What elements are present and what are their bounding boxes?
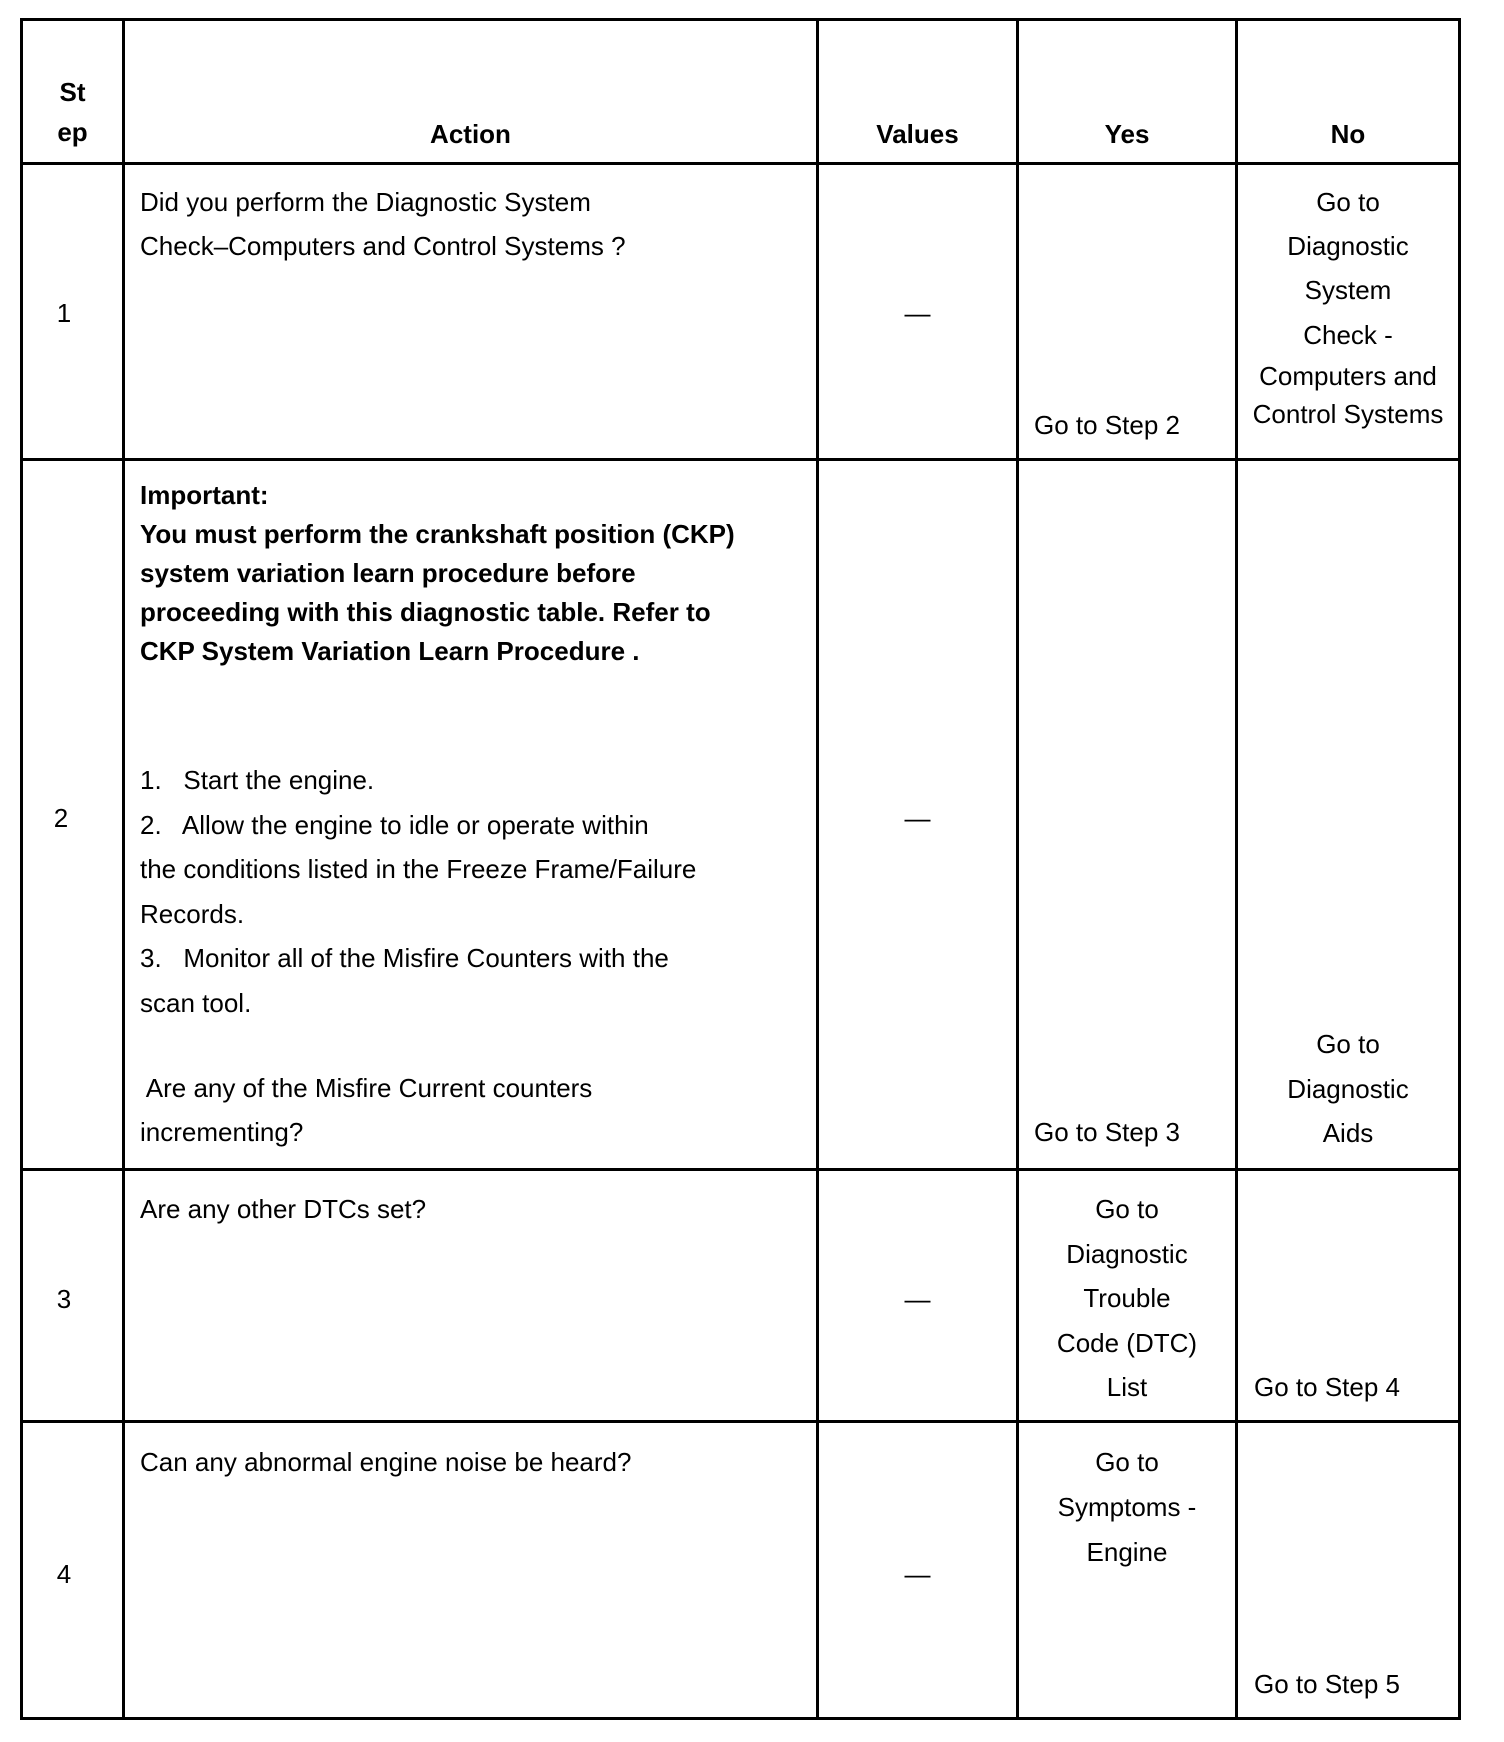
no-cell: Go to Step 4 — [1254, 1372, 1400, 1402]
important-line: CKP System Variation Learn Procedure . — [140, 636, 640, 666]
header-step-line: ep — [57, 117, 88, 147]
action-line: Did you perform the Diagnostic System — [140, 187, 591, 217]
yes-line: Engine — [1086, 1537, 1168, 1567]
header-values: Values — [876, 119, 959, 149]
no-line: Computers and — [1259, 361, 1437, 391]
no-line: Control Systems — [1252, 399, 1444, 429]
action-line: Are any other DTCs set? — [140, 1194, 427, 1224]
action-text — [140, 1440, 810, 1484]
action-line: Can any abnormal engine noise be heard? — [140, 1447, 632, 1477]
header-step-line: St — [59, 77, 86, 107]
step-number: 4 — [56, 1559, 72, 1589]
row-divider — [20, 1168, 1461, 1171]
important-line: Important: — [140, 480, 269, 510]
no-cell: Go to Step 5 — [1254, 1669, 1400, 1699]
column-divider — [122, 18, 125, 1720]
column-divider — [816, 18, 819, 1720]
yes-line: List — [1106, 1372, 1148, 1403]
table-border-left — [20, 18, 23, 1720]
table-border-bottom — [20, 1717, 1461, 1720]
action-line: 3. Monitor all of the Misfire Counters with the — [140, 943, 669, 974]
row-divider — [20, 162, 1461, 165]
important-line: You must perform the crankshaft position (CKP) — [140, 519, 735, 549]
yes-cell — [1019, 1187, 1235, 1410]
row-divider — [20, 458, 1461, 461]
value-cell: — — [904, 803, 931, 833]
value-cell: — — [904, 298, 931, 328]
yes-cell — [1019, 1440, 1235, 1575]
yes-cell: Go to Step 3 — [1034, 1117, 1180, 1147]
yes-line: Trouble — [1083, 1283, 1171, 1314]
header-no: No — [1330, 119, 1366, 149]
no-line: Check - — [1303, 320, 1393, 350]
step-number: 1 — [56, 298, 72, 328]
action-text — [140, 1187, 810, 1231]
header-yes: Yes — [1104, 119, 1150, 149]
action-line: Records. — [140, 898, 245, 929]
no-line: System — [1304, 275, 1392, 305]
question-line: Are any of the Misfire Current counters — [140, 1073, 593, 1103]
action-text — [140, 180, 810, 268]
action-line: the conditions listed in the Freeze Frame/Failure — [140, 854, 697, 885]
table-border-top — [20, 18, 1461, 21]
value-cell: — — [904, 1559, 931, 1589]
header-step — [23, 72, 122, 152]
question-line: incrementing? — [140, 1117, 304, 1147]
action-line: Check–Computers and Control Systems ? — [140, 231, 626, 261]
action-line: scan tool. — [140, 987, 252, 1018]
action-line: 2. Allow the engine to idle or operate within — [140, 809, 649, 840]
yes-line: Go to — [1095, 1447, 1159, 1477]
yes-line: Symptoms - — [1057, 1492, 1197, 1522]
no-line: Go to — [1316, 1029, 1380, 1059]
no-line: Diagnostic — [1287, 231, 1409, 261]
action-steps — [140, 758, 810, 1026]
table-border-right — [1458, 18, 1461, 1720]
yes-cell: Go to Step 2 — [1034, 410, 1180, 440]
no-line: Diagnostic — [1287, 1073, 1409, 1104]
no-cell — [1238, 180, 1458, 434]
header-action: Action — [430, 119, 511, 149]
yes-line: Go to — [1095, 1194, 1159, 1224]
value-cell: — — [904, 1284, 931, 1314]
no-line: Aids — [1322, 1118, 1374, 1148]
action-line: 1. Start the engine. — [140, 765, 375, 795]
yes-line: Diagnostic — [1066, 1238, 1188, 1269]
yes-line: Code (DTC) — [1056, 1327, 1198, 1358]
no-cell — [1238, 1022, 1458, 1156]
important-line: proceeding with this diagnostic table. Refer to — [140, 597, 711, 627]
row-divider — [20, 1420, 1461, 1423]
important-note — [140, 476, 810, 671]
important-line: system variation learn procedure before — [140, 558, 636, 588]
no-line: Go to — [1316, 187, 1380, 217]
step-number: 3 — [56, 1284, 72, 1314]
action-question — [140, 1066, 810, 1154]
step-number: 2 — [53, 803, 69, 833]
